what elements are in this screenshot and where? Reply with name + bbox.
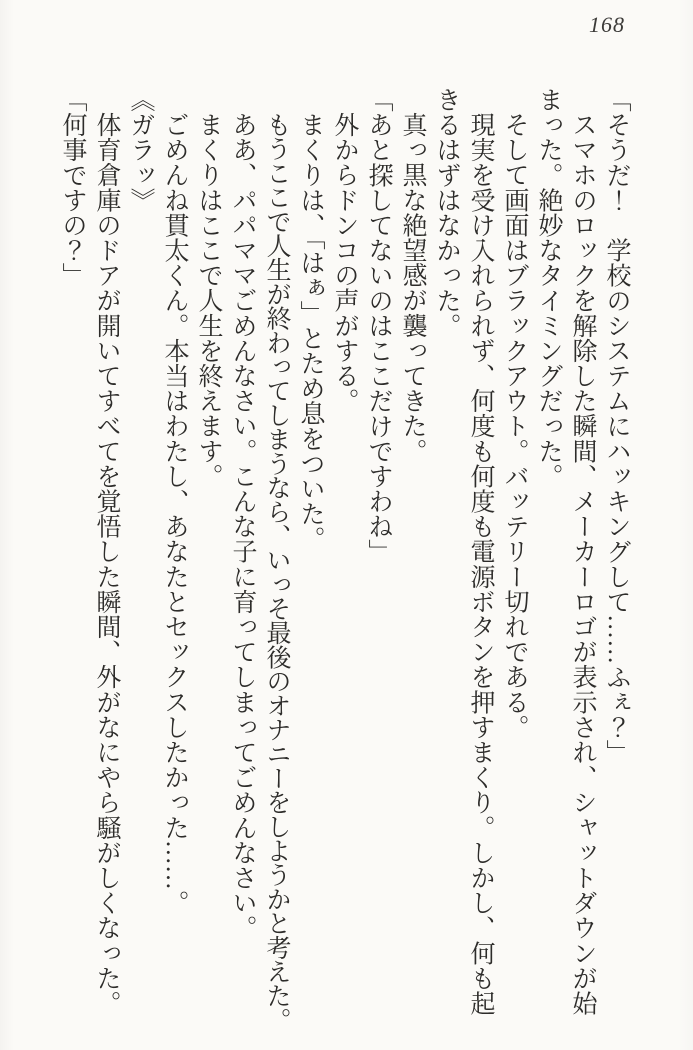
dialogue-line: 「何事ですの？」 [59, 87, 86, 288]
vertical-text-block [55, 87, 633, 1039]
narrative-paragraph: まくりはここで人生を終えます。 [195, 112, 222, 489]
dialogue-line: 「そうだ！ 学校のシステムにハッキングして……ふぇ？」 [603, 87, 630, 765]
sfx-line: 《ガラッ》 [127, 87, 154, 213]
narrative-paragraph: ごめんね貫太くん。本当はわたし、あなたとセックスしたかった……。 [161, 112, 188, 916]
page-number: 168 [589, 12, 625, 37]
narrative-paragraph: 体育倉庫のドアが開いてすべてを覚悟した瞬間、外がなにやら騒がしくなった。 [93, 112, 120, 1016]
narrative-paragraph: 真っ黒な絶望感が襲ってきた。 [399, 112, 426, 464]
narrative-paragraph: もうここで人生が終わってしまうなら、いっそ最後のオナニーをしようかと考えた。 [263, 112, 290, 1032]
narrative-paragraph: 現実を受け入れられず、何度も何度も電源ボタンを押すまくり。しかし、何も起きるはずはなかった。 [433, 87, 494, 1016]
narrative-paragraph: スマホのロックを解除した瞬間、メーカーロゴが表示され、シャットダウンが始まった。絶妙なタイミングだった。 [535, 87, 596, 1016]
narrative-paragraph: そして画面はブラックアウト。バッテリー切れである。 [501, 112, 528, 740]
narrative-paragraph: まくりは、「はぁ」とため息をついた。 [297, 112, 324, 552]
dialogue-line: 「あと探してないのはここだけですわね」 [365, 87, 392, 564]
narrative-paragraph: ああ、パパママごめんなさい。こんな子に育ってしまってごめんなさい。 [229, 112, 256, 941]
narrative-paragraph: 外からドンコの声がする。 [331, 112, 358, 414]
